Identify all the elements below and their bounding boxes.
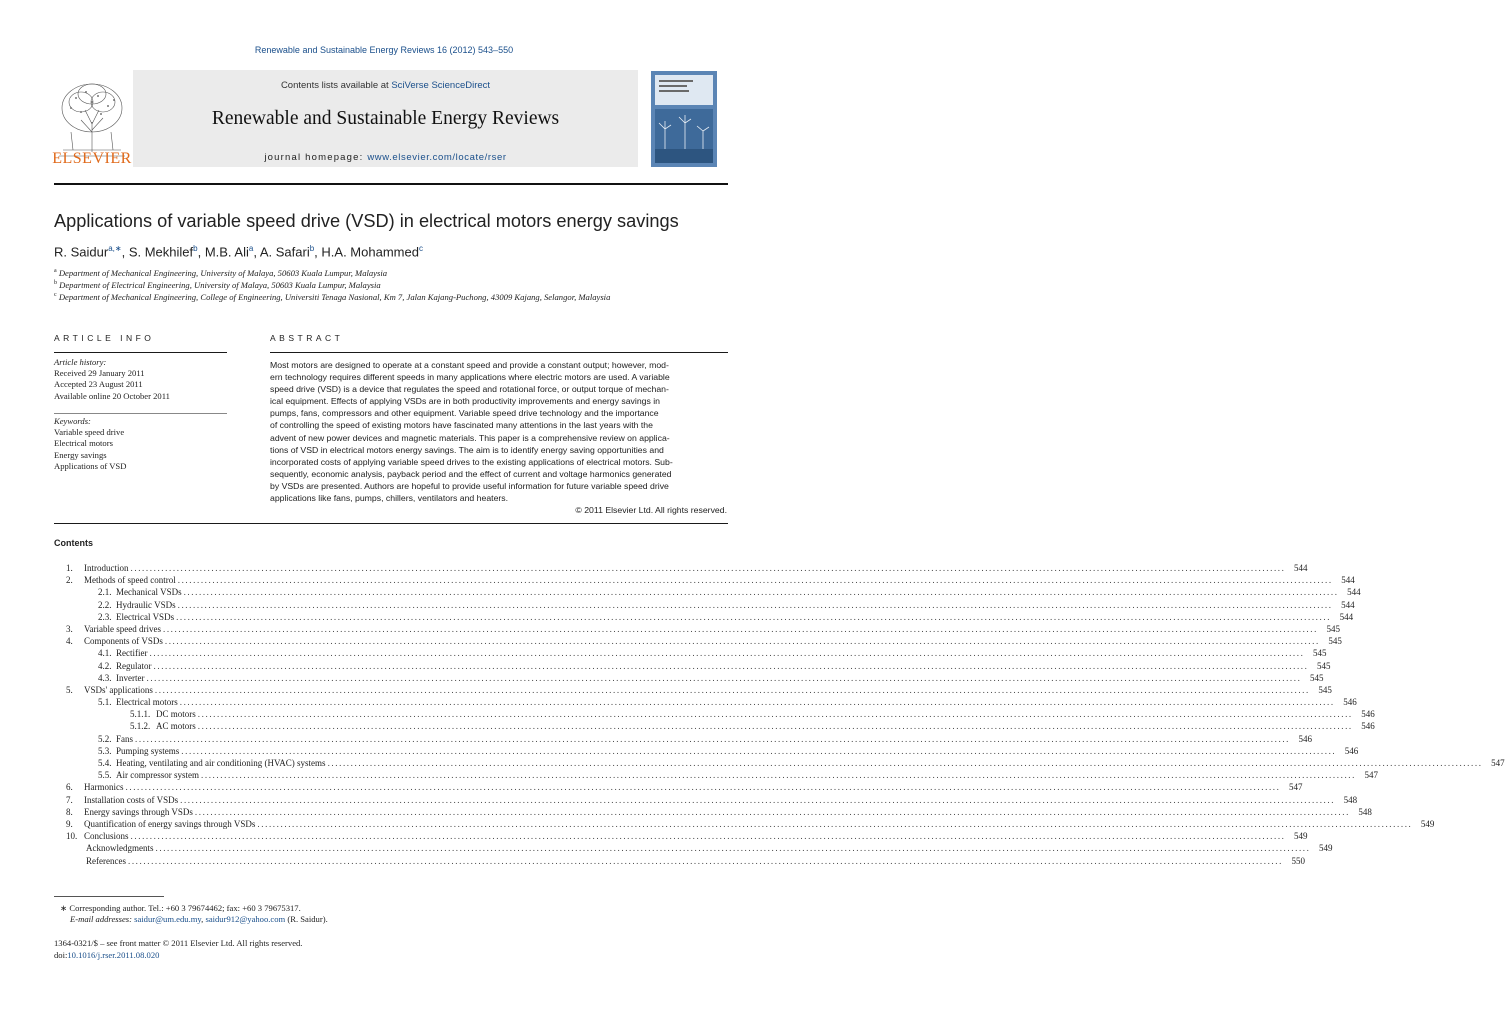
- toc-leader-dots: ............................................................................................................................................................................................................................................................................................................: [149, 648, 1305, 659]
- toc-label[interactable]: Air compressor system: [116, 770, 199, 781]
- author-name[interactable]: H.A. Mohammed: [321, 244, 419, 260]
- abstract-rule: [270, 352, 728, 353]
- doi-link[interactable]: 10.1016/j.rser.2011.08.020: [67, 950, 160, 960]
- toc-entry[interactable]: [54, 818, 1435, 831]
- toc-leader-dots: ............................................................................................................................................................................................................................................................................................................: [177, 599, 1333, 610]
- toc-label[interactable]: Hydraulic VSDs: [116, 599, 176, 610]
- received-date: Received 29 January 2011: [54, 368, 145, 379]
- toc-page-number: 545: [1312, 648, 1327, 659]
- toc-number: 5.1.2.: [130, 721, 151, 732]
- journal-homepage: [133, 152, 638, 163]
- toc-entry[interactable]: [54, 660, 1331, 673]
- toc-entry[interactable]: [54, 636, 1342, 648]
- abstract-line: of controlling the speed of existing motors have fascinated many attentions in the last years with the: [270, 420, 653, 431]
- toc-entry[interactable]: [54, 648, 1327, 660]
- abstract-line: ical equipment. Effects of applying VSDs are in both productivity improvements and energy savings in: [270, 396, 661, 407]
- toc-label[interactable]: Rectifier: [116, 648, 148, 659]
- paper-title: Applications of variable speed drive (VSD) in electrical motors energy savings: [54, 211, 679, 231]
- toc-page-number: 544: [1341, 599, 1355, 610]
- toc-leader-dots: ............................................................................................................................................................................................................................................................................................................: [179, 697, 1335, 708]
- toc-label[interactable]: Mechanical VSDs: [116, 587, 182, 598]
- toc-leader-dots: ............................................................................................................................................................................................................................................................................................................: [127, 855, 1283, 866]
- toc-page-number: 546: [1361, 721, 1375, 732]
- toc-number: 2.: [66, 575, 73, 586]
- issn-line: 1364-0321/$ – see front matter © 2011 Elsevier Ltd. All rights reserved.: [54, 938, 303, 948]
- homepage-link[interactable]: www.elsevier.com/locate/rser: [367, 152, 507, 163]
- affiliation-b: [54, 280, 754, 290]
- corresponding-author-note: ∗ Corresponding author. Tel.: +60 3 79674462; fax: +60 3 79675317.: [60, 903, 301, 913]
- table-of-contents: [54, 563, 1505, 868]
- toc-entry[interactable]: [54, 770, 1378, 782]
- toc-leader-dots: ............................................................................................................................................................................................................................................................................................................: [146, 672, 1302, 683]
- contents-available: [133, 80, 638, 91]
- author-name[interactable]: M.B. Ali: [204, 244, 249, 260]
- toc-page-number: 547: [1491, 758, 1505, 768]
- toc-page-number: 545: [1317, 660, 1331, 671]
- affiliation-mark: a: [54, 268, 57, 275]
- toc-entry[interactable]: [54, 733, 1313, 746]
- article-history: [54, 357, 227, 402]
- keywords-label: Keywords:: [54, 416, 91, 426]
- footnote-divider: [54, 896, 164, 897]
- toc-number: 8.: [66, 806, 73, 817]
- toc-number: 5.3.: [98, 745, 112, 756]
- toc-label[interactable]: Electrical motors: [116, 697, 178, 708]
- toc-label[interactable]: Components of VSDs: [84, 636, 163, 647]
- abstract-line: applications like fans, pumps, chillers, ventilators and heaters.: [270, 493, 509, 504]
- affiliation-text: Department of Mechanical Engineering, College of Engineering, Universiti Tenaga Nasional, Km 7, Jalan Kajang-Puchong, 43009 Kajang, Selangor, Malaysia: [58, 292, 611, 302]
- toc-label[interactable]: Heating, ventilating and air conditioning (HVAC) systems: [116, 758, 326, 768]
- author-affiliation-mark[interactable]: a: [248, 244, 254, 253]
- toc-label[interactable]: VSDs' applications: [84, 684, 153, 695]
- keyword: Variable speed drive: [54, 427, 125, 438]
- toc-page-number: 546: [1344, 745, 1359, 756]
- toc-label[interactable]: Energy savings through VSDs: [84, 806, 193, 817]
- author-affiliation-mark[interactable]: b: [193, 244, 198, 253]
- abstract-line: Most motors are designed to operate at a constant speed and provide a constant output; however, mod-: [270, 360, 669, 370]
- toc-entry[interactable]: [54, 563, 1308, 575]
- toc-label[interactable]: Fans: [116, 733, 134, 744]
- abstract-line: speed drive (VSD) is a device that regulates the speed and rotational force, or output torque of mechan-: [270, 384, 669, 395]
- toc-label[interactable]: Acknowledgments: [86, 843, 154, 854]
- toc-page-number: 544: [1341, 575, 1355, 586]
- toc-number: 4.3.: [98, 672, 112, 683]
- email-link[interactable]: saidur@um.edu.my: [134, 914, 202, 924]
- abstract-line: advent of new power devices and magnetic materials. This paper is a comprehensive review on applica-: [270, 432, 670, 443]
- toc-label[interactable]: Electrical VSDs: [116, 611, 175, 622]
- toc-label[interactable]: Inverter: [116, 672, 145, 683]
- toc-number: 7.: [66, 794, 73, 805]
- toc-page-number: 549: [1319, 843, 1333, 854]
- affiliation-text: Department of Electrical Engineering, University of Malaya, 50603 Kuala Lumpur, Malaysia: [59, 280, 381, 290]
- toc-leader-dots: ............................................................................................................................................................................................................................................................................................................: [153, 660, 1309, 671]
- journal-reference[interactable]: Renewable and Sustainable Energy Reviews 16 (2012) 543–550: [254, 45, 514, 55]
- journal-cover-thumbnail[interactable]: [651, 71, 717, 167]
- toc-number: 5.1.: [98, 697, 112, 708]
- toc-page-number: 547: [1289, 782, 1303, 793]
- toc-entry[interactable]: [54, 843, 1333, 855]
- abstract-line: pumps, fans, compressors and other equipment. Variable speed drive technology and the importance: [270, 408, 659, 419]
- email-note: E-mail addresses: saidur@um.edu.my, saidur912@yahoo.com (R. Saidur).: [70, 914, 328, 924]
- toc-label[interactable]: Pumping systems: [116, 745, 180, 756]
- author-name[interactable]: A. Safari: [259, 244, 310, 260]
- toc-label[interactable]: Variable speed drives: [84, 623, 161, 634]
- doi-line: [54, 950, 159, 960]
- toc-entry[interactable]: [54, 684, 1332, 697]
- toc-page-number: 549: [1294, 831, 1308, 842]
- contents-heading: Contents: [54, 538, 93, 548]
- abstract-line: sequently, economic analysis, payback period and the effect of current and voltage harmonics generated: [270, 468, 672, 479]
- accepted-date: Accepted 23 August 2011: [54, 379, 143, 390]
- toc-entry[interactable]: [54, 782, 1303, 794]
- toc-label[interactable]: Installation costs of VSDs: [84, 794, 179, 805]
- email-suffix: (R. Saidur).: [287, 914, 328, 924]
- toc-leader-dots: ............................................................................................................................................................................................................................................................................................................: [181, 745, 1337, 756]
- toc-page-number: 544: [1347, 587, 1361, 598]
- email-label: E-mail addresses:: [70, 914, 132, 924]
- toc-entry[interactable]: [54, 709, 1375, 721]
- abstract-line: ern technology requires different speeds in many applications where electric motors are used. A variable: [270, 372, 670, 383]
- toc-entry[interactable]: [54, 672, 1324, 685]
- homepage-prefix: journal homepage:: [264, 152, 364, 163]
- toc-leader-dots: ............................................................................................................................................................................................................................................................................................................: [130, 831, 1286, 842]
- doi-prefix: doi:: [54, 950, 68, 960]
- keyword: Energy savings: [54, 449, 107, 460]
- toc-number: 4.1.: [98, 648, 112, 659]
- toc-number: 2.3.: [98, 611, 112, 622]
- toc-page-number: 546: [1361, 709, 1375, 720]
- author-list: R. Saidur$^{a,∗}$, S. Mekhilef$^b$, M.B. Ali$^a$, A. Safari$^b$, H.A. Mohammed$^c$: [54, 244, 423, 260]
- toc-number: 9.: [66, 818, 73, 829]
- toc-number: 4.: [66, 636, 73, 647]
- toc-label[interactable]: References: [86, 855, 126, 866]
- toc-number: 5.4.: [98, 758, 112, 768]
- toc-page-number: 544: [1339, 611, 1354, 622]
- toc-entry[interactable]: [54, 806, 1372, 819]
- author-affiliation-mark[interactable]: a,∗: [108, 244, 122, 253]
- toc-label[interactable]: Quantification of energy savings through VSDs: [84, 818, 256, 829]
- toc-number: 5.: [66, 684, 73, 695]
- toc-leader-dots: ............................................................................................................................................................................................................................................................................................................: [125, 782, 1281, 793]
- keyword: Electrical motors: [54, 438, 113, 449]
- toc-leader-dots: ............................................................................................................................................................................................................................................................................................................: [197, 721, 1353, 732]
- toc-leader-dots: ............................................................................................................................................................................................................................................................................................................: [176, 611, 1332, 622]
- author-name[interactable]: S. Mekhilef: [128, 244, 194, 260]
- toc-page-number: 545: [1318, 684, 1332, 695]
- toc-entry[interactable]: [54, 623, 1340, 636]
- toc-number: 4.2.: [98, 660, 112, 671]
- toc-leader-dots: ............................................................................................................................................................................................................................................................................................................: [177, 575, 1333, 586]
- article-info-heading: ARTICLE INFO: [54, 333, 155, 343]
- elsevier-wordmark: ELSEVIER: [52, 150, 132, 167]
- toc-label[interactable]: DC motors: [156, 709, 196, 720]
- abstract-line: tions of VSD in electrical motors energy savings. The aim is to identify energy saving opportunities and: [270, 444, 664, 455]
- affiliation-c: [54, 292, 754, 302]
- toc-number: 1.: [66, 563, 73, 573]
- toc-page-number: 545: [1328, 636, 1342, 647]
- toc-page-number: 546: [1298, 733, 1313, 744]
- toc-page-number: 547: [1364, 770, 1378, 781]
- toc-label[interactable]: Regulator: [116, 660, 152, 671]
- keywords-block: [54, 416, 227, 472]
- toc-page-number: 548: [1358, 806, 1372, 817]
- toc-label[interactable]: Introduction: [84, 563, 129, 573]
- toc-page-number: 545: [1326, 623, 1340, 634]
- toc-leader-dots: ............................................................................................................................................................................................................................................................................................................: [257, 818, 1413, 829]
- toc-number: 5.1.1.: [130, 709, 151, 720]
- abstract-bottom-rule: [54, 523, 728, 524]
- sciencedirect-link[interactable]: SciVerse ScienceDirect: [391, 80, 491, 91]
- toc-leader-dots: ............................................................................................................................................................................................................................................................................................................: [201, 770, 1356, 781]
- toc-leader-dots: ............................................................................................................................................................................................................................................................................................................: [162, 623, 1318, 634]
- abstract-line: by VSDs are presented. Authors are hopeful to provide useful information for future variable speed drive: [270, 480, 669, 491]
- toc-page-number: 546: [1343, 697, 1357, 708]
- email-link[interactable]: saidur912@yahoo.com: [205, 914, 286, 924]
- toc-number: 10.: [66, 831, 78, 842]
- author-name[interactable]: R. Saidur: [54, 244, 109, 260]
- toc-leader-dots: ............................................................................................................................................................................................................................................................................................................: [327, 758, 1483, 768]
- toc-leader-dots: ............................................................................................................................................................................................................................................................................................................: [154, 684, 1310, 695]
- copyright-notice: © 2011 Elsevier Ltd. All rights reserved.: [575, 505, 727, 516]
- toc-entry[interactable]: [54, 611, 1354, 624]
- affiliation-a: [54, 268, 754, 278]
- toc-page-number: 548: [1343, 794, 1358, 805]
- header-divider: [54, 183, 728, 185]
- history-label: Article history:: [54, 357, 107, 367]
- abstract-body: [270, 359, 727, 516]
- author-affiliation-mark[interactable]: b: [309, 244, 315, 253]
- toc-number: 3.: [66, 623, 73, 634]
- abstract-heading: ABSTRACT: [270, 333, 344, 343]
- toc-leader-dots: ............................................................................................................................................................................................................................................................................................................: [180, 794, 1336, 805]
- toc-entry[interactable]: [54, 721, 1375, 733]
- toc-number: 6.: [66, 782, 73, 793]
- toc-entry[interactable]: [54, 697, 1357, 709]
- toc-number: 5.2.: [98, 733, 112, 744]
- toc-label[interactable]: Conclusions: [84, 831, 129, 842]
- online-date: Available online 20 October 2011: [54, 390, 170, 401]
- toc-page-number: 549: [1420, 818, 1435, 829]
- toc-label[interactable]: AC motors: [156, 721, 196, 732]
- toc-number: 5.5.: [98, 770, 112, 781]
- toc-leader-dots: ............................................................................................................................................................................................................................................................................................................: [130, 563, 1286, 573]
- toc-leader-dots: ............................................................................................................................................................................................................................................................................................................: [183, 587, 1339, 598]
- affiliation-mark: c: [54, 292, 57, 299]
- toc-entry[interactable]: [54, 587, 1361, 599]
- toc-page-number: 545: [1309, 672, 1324, 683]
- toc-leader-dots: ............................................................................................................................................................................................................................................................................................................: [155, 843, 1311, 854]
- toc-page-number: 550: [1291, 855, 1305, 866]
- toc-label[interactable]: Harmonics: [84, 782, 124, 793]
- toc-entry[interactable]: [54, 599, 1355, 612]
- toc-leader-dots: ............................................................................................................................................................................................................................................................................................................: [164, 636, 1320, 647]
- affiliation-text: Department of Mechanical Engineering, University of Malaya, 50603 Kuala Lumpur, Malaysia: [58, 268, 388, 278]
- abstract-line: incorporated costs of applying variable speed drives to the existing applications of electrical motors. Sub-: [270, 456, 673, 467]
- toc-entry[interactable]: [54, 794, 1358, 807]
- article-info-rule: [54, 352, 227, 353]
- toc-entry[interactable]: [54, 575, 1355, 587]
- toc-entry[interactable]: [54, 855, 1305, 868]
- journal-title: Renewable and Sustainable Energy Reviews: [211, 108, 560, 129]
- toc-number: 2.1.: [98, 587, 112, 598]
- toc-entry[interactable]: [54, 758, 1505, 770]
- keyword: Applications of VSD: [54, 460, 127, 471]
- contents-available-prefix: Contents lists available at: [280, 80, 389, 91]
- toc-label[interactable]: Methods of speed control: [84, 575, 176, 586]
- author-affiliation-mark[interactable]: c: [418, 244, 423, 253]
- toc-entry[interactable]: [54, 745, 1359, 758]
- toc-leader-dots: ............................................................................................................................................................................................................................................................................................................: [194, 806, 1350, 817]
- toc-leader-dots: ............................................................................................................................................................................................................................................................................................................: [197, 709, 1353, 720]
- toc-entry[interactable]: [54, 831, 1308, 843]
- history-divider: [54, 413, 227, 414]
- toc-page-number: 544: [1294, 563, 1308, 573]
- toc-leader-dots: ............................................................................................................................................................................................................................................................................................................: [135, 733, 1291, 744]
- affiliation-mark: b: [54, 280, 57, 287]
- toc-number: 2.2.: [98, 599, 112, 610]
